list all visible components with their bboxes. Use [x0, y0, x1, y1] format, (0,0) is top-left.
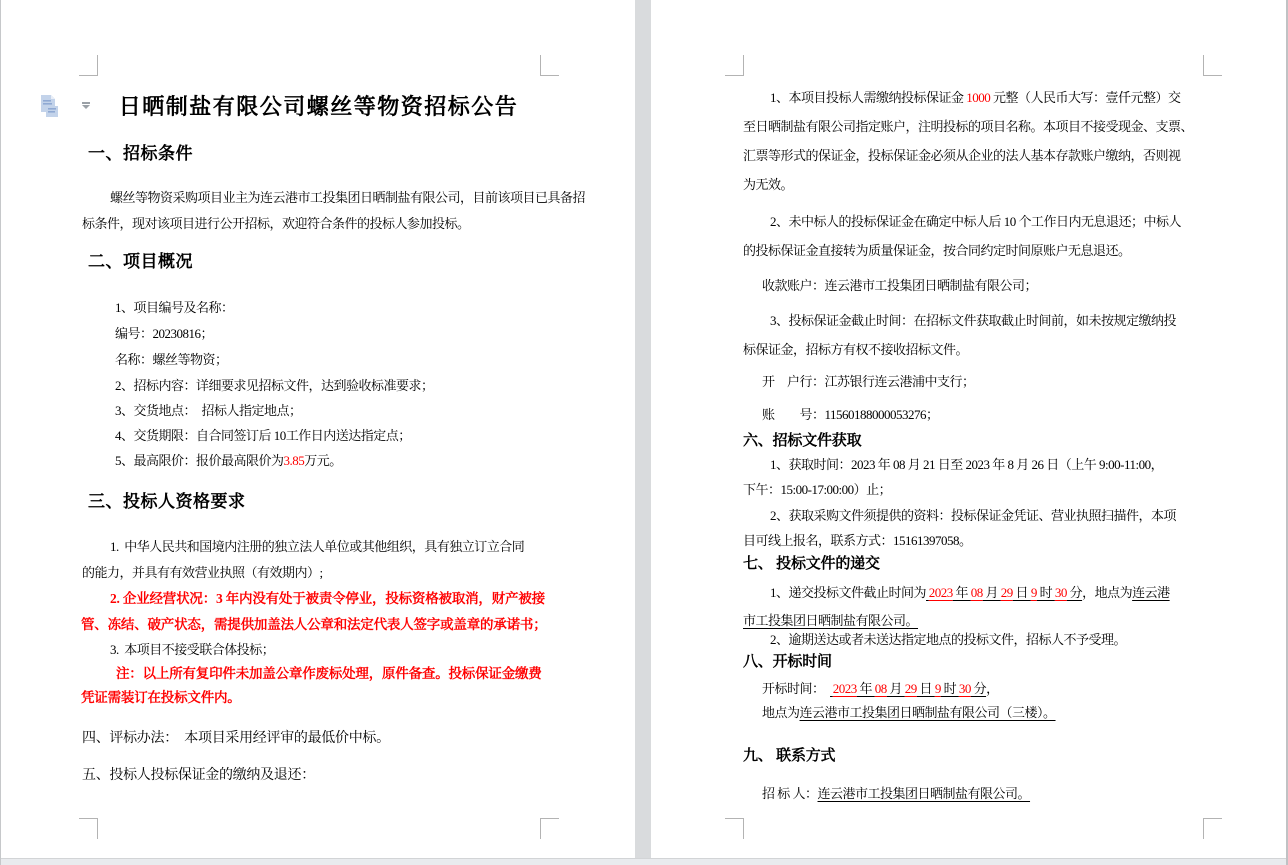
list-item: 2、招标内容：详细要求见招标文件，达到验收标准要求； [115, 378, 434, 393]
section-7-heading: 七、 投标文件的递交 [743, 556, 880, 572]
bank-line: 开 户行：江苏银行连云港浦中支行； [762, 374, 975, 389]
text-line: 的投标保证金直接转为质量保证金，按合同约定时间原账户无息退还。 [743, 243, 1131, 258]
deposit-line: 1、本项目投标人需缴纳投标保证金 1000 元整（人民币大写：壹仟元整）交 [770, 90, 1181, 105]
list-item: 3、交货地点： 招标人指定地点； [115, 403, 302, 418]
section-6-heading: 六、招标文件获取 [743, 433, 862, 449]
section-8-heading: 八、开标时间 [743, 654, 832, 670]
section-9-heading: 九、 联系方式 [743, 748, 836, 764]
page-1 [2, 0, 635, 858]
list-item: 1、项目编号及名称： [115, 300, 234, 315]
tenderer-line: 招 标 人：连云港市工投集团日晒制盐有限公司。 [762, 786, 1031, 801]
section-3-heading: 三、投标人资格要求 [88, 492, 246, 511]
text-line: 螺丝等物资采购项目业主为连云港市工投集团日晒制盐有限公司，目前该项目已具备招 [110, 190, 586, 205]
list-item-max-price: 5、最高限价：报价最高限价为3.85万元。 [115, 453, 342, 468]
receiving-account-line: 收款账户：连云港市工投集团日晒制盐有限公司； [762, 278, 1038, 293]
text-line: 2、逾期送达或者未送达指定地点的投标文件，招标人不予受理。 [770, 632, 1127, 647]
text-boundary-mark [79, 55, 98, 76]
text-line: 3. 本项目不接受联合体投标； [110, 642, 275, 657]
text-line: 2、获取采购文件须提供的资料：投标保证金凭证、营业执照扫描件，本项 [770, 508, 1177, 523]
left-border [0, 0, 1, 865]
list-item: 4、交货期限：自合同签订后 10工作日内送达指定点； [115, 428, 411, 443]
text-line: 标保证金，招标方有权不接收招标文件。 [743, 342, 969, 357]
note-line-red: 注：以上所有复印件未加盖公章作废标处理，原件备查。投标保证金缴费 [116, 666, 542, 681]
text-line: 1、获取时间：2023 年 08 月 21 日至 2023 年 8 月 26 日（上午 9:00-11:00， [770, 457, 1164, 472]
section-2-heading: 二、项目概况 [88, 252, 193, 271]
text-boundary-mark [540, 818, 559, 839]
text-line: 3、投标保证金截止时间：在招标文件获取截止时间前，如未按规定缴纳投 [770, 313, 1177, 328]
account-number-line: 账 号：11560188000053276； [762, 407, 939, 422]
text-line: 目可线上报名，联系方式：15161397058。 [743, 533, 972, 548]
max-price-value: 3.85 [283, 453, 305, 468]
submission-place-line: 市工投集团日晒制盐有限公司。 [743, 613, 919, 628]
section-5-line: 五、投标人投标保证金的缴纳及退还： [82, 768, 315, 783]
opening-place-line: 地点为连云港市工投集团日晒制盐有限公司（三楼）。 [762, 705, 1056, 720]
text-boundary-mark [725, 55, 744, 76]
page-2 [651, 0, 1286, 858]
text-line: 的能力，并具有有效营业执照（有效期内）; [82, 565, 323, 580]
section-1-heading: 一、招标条件 [88, 144, 193, 163]
note-line-red: 凭证需装订在投标文件内。 [81, 690, 241, 705]
text-line: 为无效。 [743, 177, 794, 192]
text-boundary-mark [725, 818, 744, 839]
submission-deadline-line: 1、递交投标文件截止时间为 2023 年 08 月 29 日 9 时 30 分，地点为连云港 [770, 585, 1170, 600]
bottom-scroll-area [1, 858, 1286, 865]
text-boundary-mark [1203, 818, 1222, 839]
text-boundary-mark [1203, 55, 1222, 76]
list-item: 编号：20230816； [115, 326, 214, 341]
text-line: 汇票等形式的保证金，投标保证金必须从企业的法人基本存款账户缴纳，否则视 [743, 148, 1181, 163]
section-4-line: 四、评标办法： 本项目采用经评审的最低价中标。 [82, 731, 390, 746]
text-line: 至日晒制盐有限公司指定账户，注明投标的项目名称。本项目不接受现金、支票、 [743, 119, 1194, 134]
text-boundary-mark [79, 818, 98, 839]
list-item: 名称：螺丝等物资； [115, 352, 228, 367]
text-boundary-mark [540, 55, 559, 76]
page-gap [635, 0, 651, 858]
doc-title: 日晒制盐有限公司螺丝等物资招标公告 [118, 94, 519, 119]
deposit-amount: 1000 [966, 90, 991, 105]
text-line: 2、未中标人的投标保证金在确定中标人后 10 个工作日内无息退还；中标人 [770, 214, 1182, 229]
opening-time-line: 开标时间： 2023 年 08 月 29 日 9 时 30 分， [762, 681, 999, 696]
text-line: 下午：15:00-17:00:00）止； [743, 482, 892, 497]
text-line: 1. 中华人民共和国境内注册的独立法人单位或其他组织，具有独立订立合同 [110, 539, 525, 554]
text-line: 标条件，现对该项目进行公开招标，欢迎符合条件的投标人参加投标。 [82, 216, 470, 231]
text-line-red: 2. 企业经营状况：3 年内没有处于被责令停业，投标资格被取消，财产被接 [110, 591, 545, 606]
text-line-red: 管、冻结、破产状态，需提供加盖法人公章和法定代表人签字或盖章的承诺书； [81, 617, 547, 632]
